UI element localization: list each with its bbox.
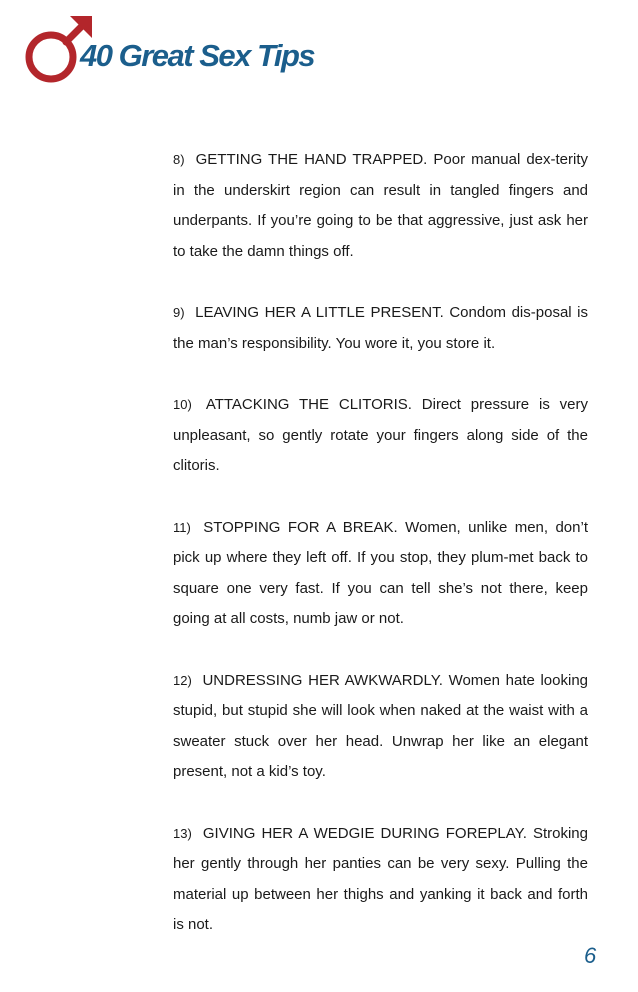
- tip-number: 9): [173, 305, 185, 320]
- page-number: 6: [584, 943, 597, 968]
- tip-item: [173, 513, 588, 635]
- tip-text: ATTACKING THE CLITORIS. Direct pressure is very unpleasant, so gently rotate your fingers along side of the clitoris.: [173, 396, 589, 474]
- tip-item: [173, 390, 588, 482]
- tip-item: [173, 298, 588, 359]
- tip-item: [173, 666, 588, 788]
- tip-item: [173, 145, 588, 267]
- page-title: 40 Great Sex Tips: [80, 38, 315, 73]
- tip-number: 11): [173, 519, 191, 535]
- page-header: [0, 0, 638, 100]
- tip-text: STOPPING FOR A BREAK. Women, unlike men, don’t pick up where they left off. If you stop, they plum-met back to square one very fast. If you can tell she’s not there, keep going at all costs, numb jaw or not.: [173, 518, 588, 627]
- tip-text: UNDRESSING HER AWKWARDLY. Women hate looking stupid, but stupid she will look when naked at the waist with a sweater stuck over her head. Unwrap her like an elegant present, not a kid’s toy.: [173, 671, 589, 780]
- tip-text: GETTING THE HAND TRAPPED. Poor manual dex-terity in the underskirt region can result in tangled fingers and underpants. If you’re going to be that aggressive, just ask her to take the damn things off.: [173, 151, 589, 260]
- tip-number: 12): [173, 672, 192, 688]
- tip-number: 8): [173, 152, 185, 167]
- tips-list: [173, 145, 588, 941]
- tip-number: 10): [173, 397, 192, 412]
- tip-item: [173, 819, 588, 941]
- tip-number: 13): [173, 825, 192, 841]
- tip-text: GIVING HER A WEDGIE DURING FOREPLAY. Stroking her gently through her panties can be very sexy. Pulling the material up between her thighs and yanking it back and forth is not.: [173, 824, 588, 933]
- tip-text: LEAVING HER A LITTLE PRESENT. Condom dis-posal is the man’s responsibility. You wore it, you store it.: [173, 304, 589, 352]
